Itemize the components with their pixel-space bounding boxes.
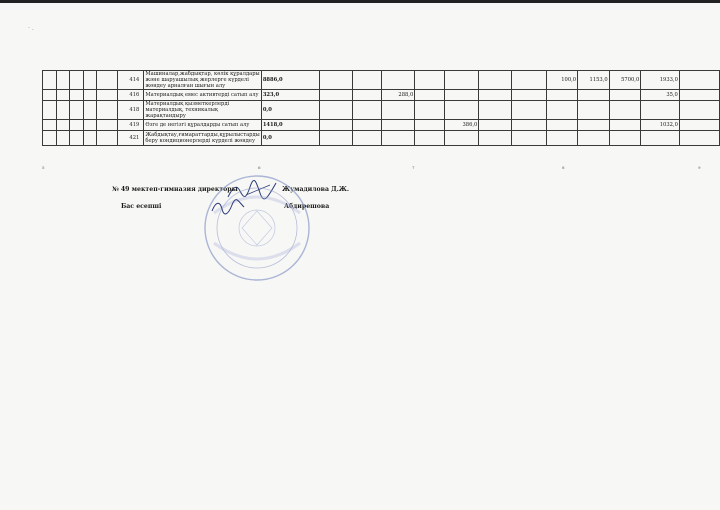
value-cell (546, 101, 577, 120)
empty-cell (43, 120, 57, 131)
value-cell (578, 120, 610, 131)
empty-cell (56, 120, 70, 131)
value-cell (444, 101, 479, 120)
value-cell (512, 131, 547, 146)
value-cell (512, 90, 547, 101)
row-code: 414 (117, 71, 144, 90)
empty-cell (83, 90, 97, 101)
value-cell (479, 101, 512, 120)
empty-cell (56, 71, 70, 90)
empty-cell (56, 101, 70, 120)
page-mark: 8 (562, 165, 565, 170)
value-cell (512, 71, 547, 90)
empty-cell (97, 120, 118, 131)
row-total: 0,0 (261, 131, 319, 146)
row-code: 421 (117, 131, 144, 146)
value-cell (320, 71, 353, 90)
value-cell (679, 120, 719, 131)
value-cell (479, 120, 512, 131)
value-cell (609, 101, 641, 120)
director-title: № 49 мектеп-гимназия директоры (112, 186, 238, 193)
value-cell (444, 90, 479, 101)
row-description: Жабдықтау,ғимараттарды,құрылыстарды беру кондиционерлерді күрделі жөндеу (145, 132, 260, 144)
budget-table (42, 70, 720, 146)
empty-cell (70, 131, 84, 146)
value-cell (679, 90, 719, 101)
page-mark: 6 (258, 165, 261, 170)
value-cell (415, 101, 444, 120)
value-cell (415, 90, 444, 101)
value-cell (444, 131, 479, 146)
value-cell: 100,0 (546, 71, 577, 90)
value-cell (382, 120, 415, 131)
empty-cell (83, 131, 97, 146)
value-cell (382, 71, 415, 90)
document-page (0, 3, 720, 510)
value-cell (512, 120, 547, 131)
value-cell (609, 120, 641, 131)
empty-cell (70, 90, 84, 101)
row-code: 416 (117, 90, 144, 101)
table-row (43, 71, 720, 90)
value-cell (546, 131, 577, 146)
value-cell (415, 71, 444, 90)
accountant-name: Абдирешова (284, 203, 330, 210)
row-total: 323,0 (261, 90, 319, 101)
value-cell (320, 131, 353, 146)
empty-cell (97, 71, 118, 90)
row-total: 0,0 (261, 101, 319, 120)
table-row (43, 90, 720, 101)
page-mark: 7 (412, 165, 415, 170)
value-cell (320, 90, 353, 101)
value-cell (444, 71, 479, 90)
empty-cell (97, 131, 118, 146)
accountant-title: Бас есепші (121, 203, 162, 210)
table-row (43, 131, 720, 146)
director-name: Жумадилова Д.Ж. (282, 186, 350, 193)
value-cell: 1153,0 (578, 71, 610, 90)
table-row (43, 120, 720, 131)
empty-cell (43, 71, 57, 90)
value-cell (320, 120, 353, 131)
value-cell (479, 71, 512, 90)
value-cell: 1032,0 (641, 120, 680, 131)
value-cell (641, 131, 680, 146)
value-cell: 288,0 (382, 90, 415, 101)
row-total: 1418,0 (261, 120, 319, 131)
empty-cell (70, 120, 84, 131)
empty-cell (83, 71, 97, 90)
value-cell (352, 71, 381, 90)
value-cell (578, 90, 610, 101)
row-description: Машиналар,жабдықтар, көлік құралдары және шаруашылық жерлерге күрделі жөндеу арналған шығын алу (145, 71, 260, 89)
value-cell (679, 101, 719, 120)
value-cell (578, 131, 610, 146)
empty-cell (43, 131, 57, 146)
page-mark: 5 (42, 165, 45, 170)
value-cell (479, 90, 512, 101)
page-mark: 9 (698, 165, 701, 170)
value-cell (679, 71, 719, 90)
table-row (43, 101, 720, 120)
value-cell (352, 120, 381, 131)
value-cell (609, 90, 641, 101)
value-cell (382, 101, 415, 120)
value-cell (641, 101, 680, 120)
value-cell (352, 101, 381, 120)
empty-cell (43, 101, 57, 120)
row-code: 419 (117, 120, 144, 131)
value-cell: 386,0 (444, 120, 479, 131)
value-cell (679, 131, 719, 146)
value-cell (479, 131, 512, 146)
value-cell (415, 131, 444, 146)
value-cell (546, 120, 577, 131)
empty-cell (56, 90, 70, 101)
accountant-signature (210, 197, 246, 217)
empty-cell (83, 101, 97, 120)
empty-cell (97, 101, 118, 120)
value-cell (382, 131, 415, 146)
row-total: 8886,0 (261, 71, 319, 90)
empty-cell (70, 71, 84, 90)
value-cell (415, 120, 444, 131)
row-description: Өзге де негізгі құралдарды сатып алу (144, 120, 261, 131)
value-cell (512, 101, 547, 120)
page-marks-row (42, 165, 706, 171)
value-cell: 35,0 (641, 90, 680, 101)
value-cell: 1933,0 (641, 71, 680, 90)
value-cell (609, 131, 641, 146)
row-description: Материалдық қызметкерлерді материалдық, техникалық жарақтандыру (144, 101, 261, 120)
empty-cell (70, 101, 84, 120)
value-cell (320, 101, 353, 120)
empty-cell (43, 90, 57, 101)
empty-cell (83, 120, 97, 131)
empty-cell (97, 90, 118, 101)
value-cell (352, 90, 381, 101)
value-cell (546, 90, 577, 101)
row-code: 418 (117, 101, 144, 120)
official-stamp (202, 173, 312, 283)
value-cell (352, 131, 381, 146)
value-cell: 5700,0 (609, 71, 641, 90)
scan-artifact: · . (28, 25, 34, 32)
empty-cell (56, 131, 70, 146)
value-cell (578, 101, 610, 120)
row-description: Материалдық емес активтерді сатып алу (144, 90, 261, 101)
